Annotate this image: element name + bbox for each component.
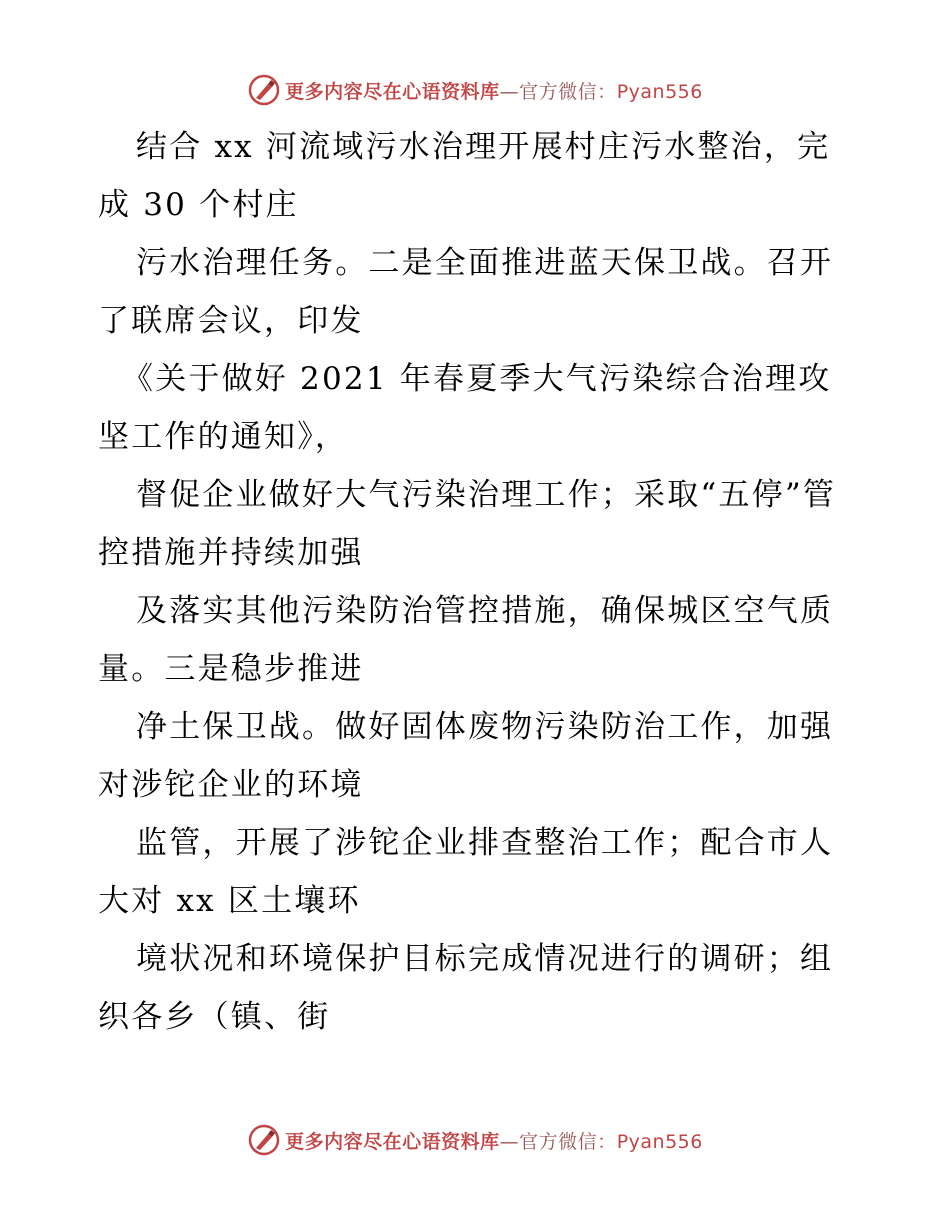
watermark-wechat-label: 官方微信： [519,80,617,103]
paragraph: 监管，开展了涉铊企业排查整治工作；配合市人大对 xx 区土壤环 [98,825,834,919]
watermark-wechat-id: Pyan556 [616,1130,703,1153]
watermark-text [285,77,703,104]
watermark-separator: — [499,80,520,103]
paragraph: 《关于做好 2021 年春夏季大气污染综合治理攻坚工作的通知》， [98,361,832,455]
pen-circle-logo-icon [247,73,281,107]
watermark-text [285,1127,703,1154]
footer-watermark [0,1120,950,1160]
paragraph: 污水治理任务。二是全面推进蓝天保卫战。召开了联席会议，印发 [98,245,834,339]
paragraph: 结合 xx 河流域污水治理开展村庄污水整治，完成 30 个村庄 [98,129,831,223]
document-body [98,118,858,1046]
header-watermark [0,70,950,110]
watermark-site-text: 更多内容尽在心语资料库 [285,80,500,103]
watermark-site-text: 更多内容尽在心语资料库 [285,1130,500,1153]
pen-circle-logo-icon [247,1123,281,1157]
watermark-separator: — [499,1130,520,1153]
watermark-wechat-id: Pyan556 [616,80,703,103]
paragraph: 净土保卫战。做好固体废物污染防治工作，加强对涉铊企业的环境 [98,709,834,803]
paragraph: 及落实其他污染防治管控措施，确保城区空气质量。三是稳步推进 [98,593,834,687]
watermark-wechat-label: 官方微信： [519,1130,617,1153]
paragraph: 境状况和环境保护目标完成情况进行的调研；组织各乡（镇、街 [98,941,834,1035]
paragraph: 督促企业做好大气污染治理工作；采取“五停”管控措施并持续加强 [98,477,837,571]
